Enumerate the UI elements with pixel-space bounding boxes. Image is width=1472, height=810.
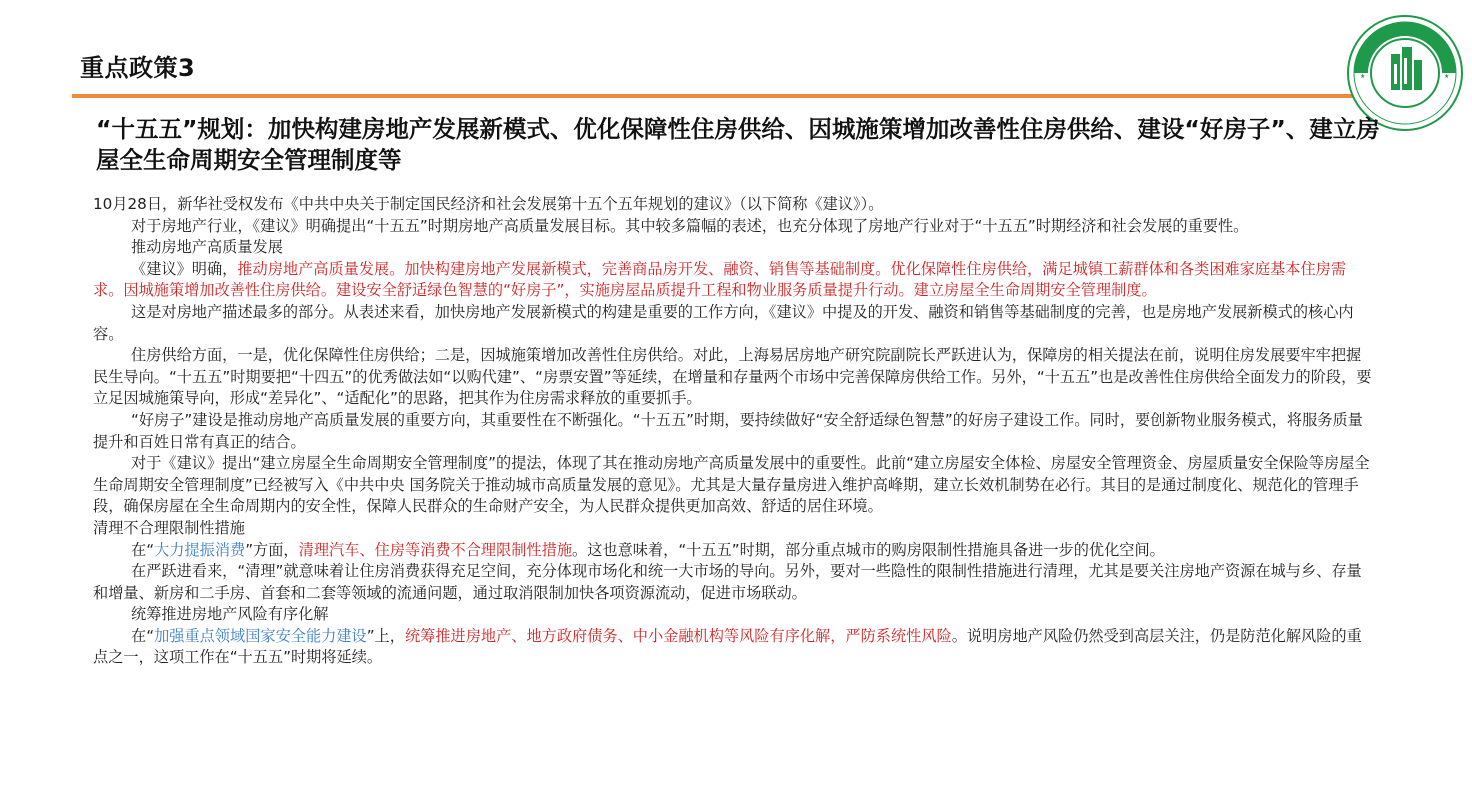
section-heading: 推动房地产高质量发展 (131, 238, 283, 257)
highlight-blue: 大力提振消费 (154, 540, 246, 559)
article-body (93, 194, 1373, 669)
header-divider (72, 94, 1362, 98)
headline: “十五五”规划：加快构建房地产发展新模式、优化保障性住房供给、因城施策增加改善性住房供给、建设“好房子”、建立房屋全生命周期安全管理制度等 (96, 115, 1380, 174)
paragraph: 在“大力提振消费”方面，清理汽车、住房等消费不合理限制性措施。这也意味着，“十五五”时期，部分重点城市的购房限制性措施具备进一步的优化空间。 (131, 540, 1165, 559)
paragraph: 住房供给方面，一是，优化保障性住房供给；二是，因城施策增加改善性住房供给。对此，上海易居房地产研究院副院长严跃进认为，保障房的相关提法在前，说明住房发展要牢牢把握民生导向。“十五五”时期要把“十四五”的优秀做法如“以购代建”、“房票安置”等延续，在增量和存量两个市场中完善保障房供给工作。另外，“十五五”也是改善性住房供给全面发力的阶段，要立足因城施策导向，形成“差异化”、“适配化”的思路，把其作为住房需求释放的重要抓手。 (93, 346, 1372, 408)
highlight-red: 推动房地产高质量发展。加快构建房地产发展新模式，完善商品房开发、融资、销售等基础制度。优化保障性住房供给，满足城镇工薪群体和各类困难家庭基本住房需求。因城施策增加改善性住房供给。建设安全舒适绿色智慧的“好房子”，实施房屋品质提升工程和物业服务质量提升行动。建立房屋全生命周期安全管理制度。 (93, 259, 1346, 300)
paragraph: 对于房地产行业，《建议》明确提出“十五五”时期房地产高质量发展目标。其中较多篇幅的表述，也充分体现了房地产行业对于“十五五”时期经济和社会发展的重要性。 (131, 216, 1249, 235)
svg-text:★: ★ (1444, 73, 1450, 80)
section-heading: 统筹推进房地产风险有序化解 (131, 605, 329, 624)
highlight-red: 清理汽车、住房等消费不合理限制性措施 (298, 540, 572, 559)
paragraph: 《建议》明确，推动房地产高质量发展。加快构建房地产发展新模式，完善商品房开发、融资、销售等基础制度。优化保障性住房供给，满足城镇工薪群体和各类困难家庭基本住房需求。因城施策增加改善性住房供给。建设安全舒适绿色智慧的“好房子”，实施房屋品质提升工程和物业服务质量提升行动。建立房屋全生命周期安全管理制度。 (93, 259, 1346, 300)
paragraph: 对于《建议》提出“建立房屋全生命周期安全管理制度”的提法，体现了其在推动房地产高质量发展中的重要性。此前“建立房屋安全体检、房屋安全管理资金、房屋质量安全保险等房屋全生命周期安全管理制度”已经被写入《中共中央 国务院关于推动城市高质量发展的意见》。尤其是大量存量房进入维护高峰期，建立长效机制势在必行。其目的是通过制度化、规范化的管理手段，确保房屋在全生命周期内的安全性，保障人民群众的生命财产安全，为人民群众提供更加高效、舒适的居住环境。 (93, 454, 1370, 516)
highlight-red: 统筹推进房地产、地方政府债务、中小金融机构等风险有序化解，严防系统性风险 (404, 626, 952, 645)
paragraph: 在“加强重点领域国家安全能力建设”上，统筹推进房地产、地方政府债务、中小金融机构等风险有序化解，严防系统性风险。说明房地产风险仍然受到高层关注，仍是防范化解风险的重点之一，这项工作在“十五五”时期将延续。 (93, 626, 1362, 667)
section-heading: 清理不合理限制性措施 (93, 518, 245, 537)
paragraph: 这是对房地产描述最多的部分。从表述来看，加快房地产发展新模式的构建是重要的工作方向，《建议》中提及的开发、融资和销售等基础制度的完善，也是房地产发展新模式的核心内容。 (93, 302, 1354, 343)
paragraph: 在严跃进看来，“清理”就意味着让住房消费获得充足空间，充分体现市场化和统一大市场的导向。另外，要对一些隐性的限制性措施进行清理，尤其是要关注房地产资源在城与乡、存量和增量、新房和二手房、首套和二套等领域的流通问题，通过取消限制加快各项资源流动，促进市场联动。 (93, 562, 1362, 602)
paragraph-intro: 10月28日，新华社受权发布《中共中央关于制定国民经济和社会发展第十五个五年规划的建议》（以下简称《建议》）。 (93, 195, 884, 213)
highlight-blue: 加强重点领域国家安全能力建设 (154, 626, 367, 645)
page-title: 重点政策3 (80, 54, 196, 82)
svg-text:★: ★ (1360, 73, 1366, 80)
paragraph: “好房子”建设是推动房地产高质量发展的重要方向，其重要性在不断强化。“十五五”时期，要持续做好“安全舒适绿色智慧”的好房子建设工作。同时，要创新物业服务模式，将服务质量提升和百姓日常有真正的结合。 (93, 410, 1363, 451)
